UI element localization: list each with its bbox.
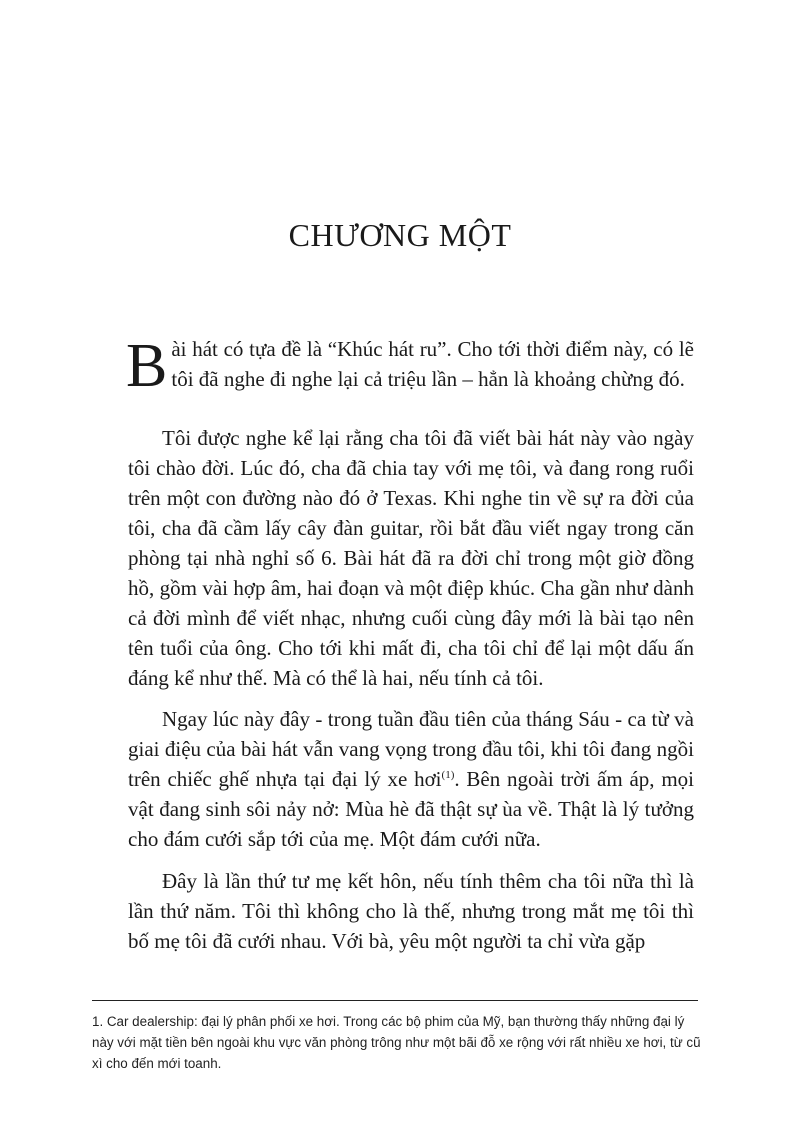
footnote-divider bbox=[92, 1000, 698, 1001]
footnote-text: 1. Car dealership: đại lý phân phối xe hơi. Trong các bộ phim của Mỹ, bạn thường thấy những đại lý này với mặt tiền bên ngoài khu vực văn phòng trông như một bãi đỗ xe rộng với rất nhiều xe hơi, từ cũ xì cho đến mới toanh. bbox=[92, 1014, 701, 1071]
paragraph-4-text: Đây là lần thứ tư mẹ kết hôn, nếu tính thêm cha tôi nữa thì là lần thứ năm. Tôi thì không cho là thế, nhưng trong mắt mẹ tôi thì bố mẹ tôi đã cưới nhau. Với bà, yêu một người ta chỉ vừa gặp bbox=[128, 869, 694, 953]
footnote-reference[interactable]: (1) bbox=[441, 769, 455, 781]
paragraph-4 bbox=[128, 866, 694, 956]
paragraph-1 bbox=[126, 332, 694, 400]
drop-cap-letter: B bbox=[126, 332, 168, 400]
paragraph-3 bbox=[128, 704, 694, 854]
chapter-title: CHƯƠNG MỘT bbox=[288, 217, 512, 254]
paragraph-1-text: ài hát có tựa đề là “Khúc hát ru”. Cho tới thời điểm này, có lẽ tôi đã nghe đi nghe lại cả triệu lần – hẳn là khoảng chừng đó. bbox=[171, 337, 694, 391]
paragraph-3-text-after: . Bên ngoài trời ấm áp, mọi vật đang sinh sôi nảy nở: Mùa hè đã thật sự ùa về. Thật là lý tưởng cho đám cưới sắp tới của mẹ. Một đám cưới nữa. bbox=[128, 767, 694, 851]
paragraph-3-text-before: Ngay lúc này đây - trong tuần đầu tiên của tháng Sáu - ca từ và giai điệu của bài hát vẫn vang vọng trong đầu tôi, khi tôi đang ngồi trên chiếc ghế nhựa tại đại lý xe hơi bbox=[128, 707, 694, 791]
paragraph-2-text: Tôi được nghe kể lại rằng cha tôi đã viết bài hát này vào ngày tôi chào đời. Lúc đó, cha đã chia tay với mẹ tôi, và đang rong ruổi trên một con đường nào đó ở Texas. Khi nghe tin về sự ra đời của tôi, cha đã cầm lấy cây đàn guitar, rồi bắt đầu viết ngay trong căn phòng tại nhà nghỉ số 6. Bài hát đã ra đời chỉ trong một giờ đồng hồ, gồm vài hợp âm, hai đoạn và một điệp khúc. Cha gần như dành cả đời mình để viết nhạc, nhưng cuối cùng đây mới là bài tạo nên tên tuổi của ông. Cho tới khi mất đi, cha tôi chỉ để lại một dấu ấn đáng kể như thế. Mà có thể là hai, nếu tính cả tôi. bbox=[128, 426, 694, 690]
paragraph-2 bbox=[128, 423, 694, 693]
